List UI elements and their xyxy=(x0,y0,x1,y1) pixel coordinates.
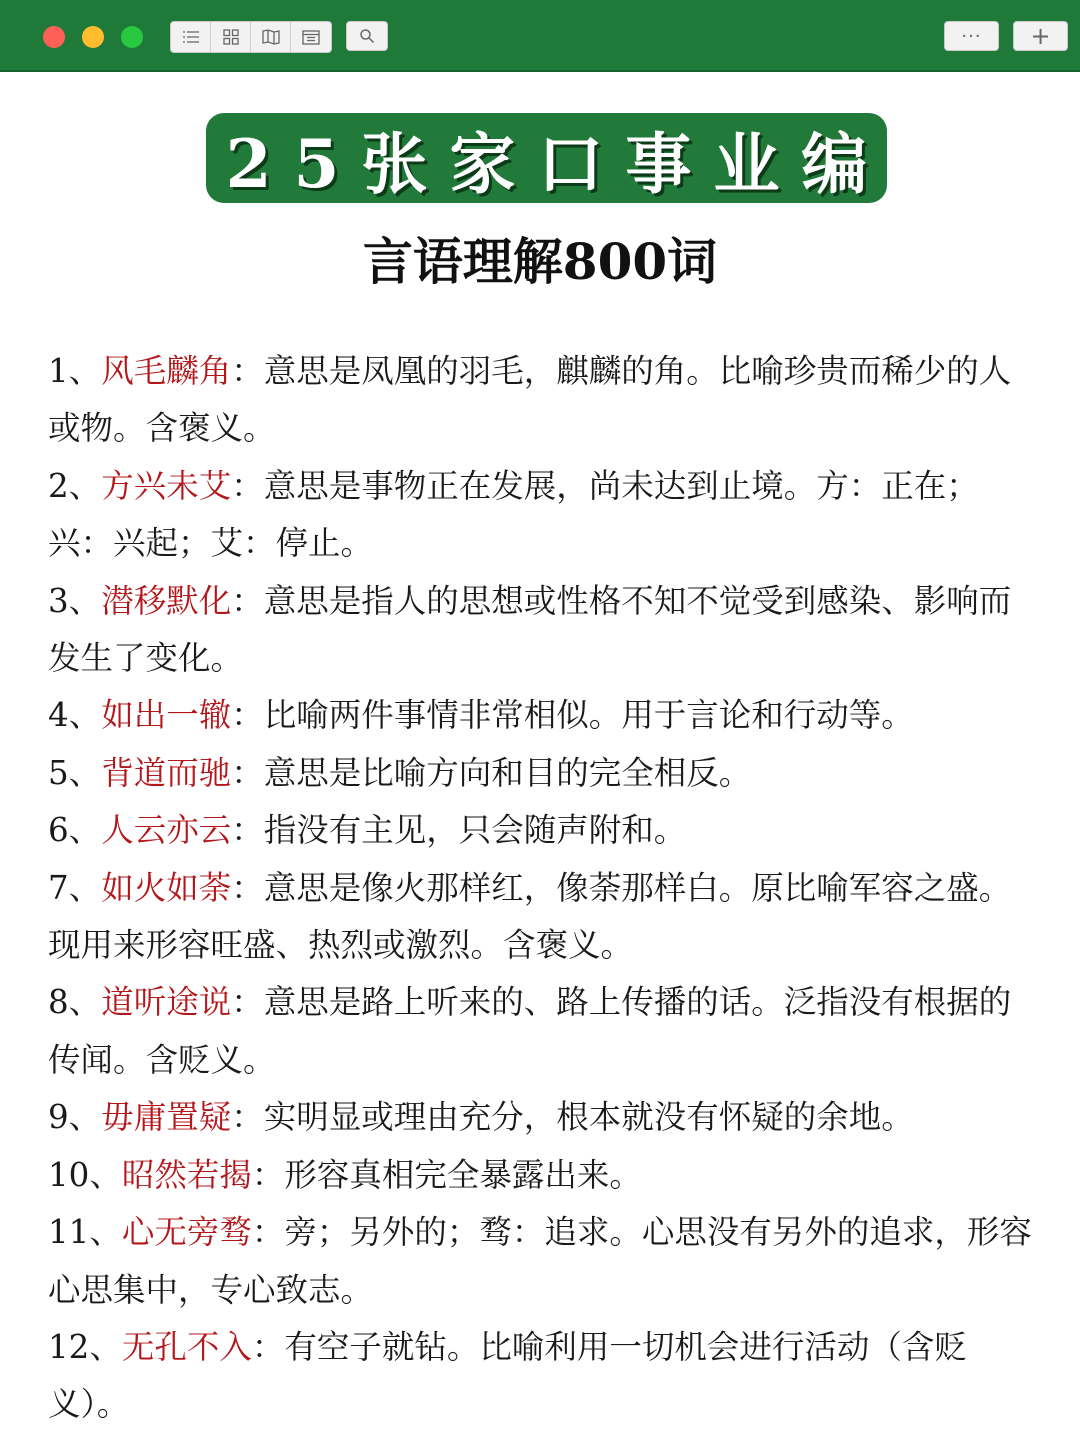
entry-number: 11、 xyxy=(48,1213,122,1252)
idiom-term: 潜移默化 xyxy=(101,581,232,620)
idiom-entry xyxy=(48,1147,1038,1204)
entry-colon: ： xyxy=(231,352,264,390)
list-view-button[interactable] xyxy=(171,22,211,52)
window-titlebar xyxy=(0,0,1080,72)
entry-colon: ： xyxy=(231,753,264,792)
idiom-term: 道听途说 xyxy=(101,983,232,1022)
idiom-entry xyxy=(48,573,1038,688)
entry-number: 3、 xyxy=(48,581,102,620)
idiom-definition: 比喻两件事情非常相似。用于言论和行动等。 xyxy=(263,696,914,735)
list-icon xyxy=(182,30,200,44)
more-options-button[interactable]: ··· xyxy=(944,21,999,51)
book-view-button[interactable] xyxy=(251,22,291,52)
idiom-entry xyxy=(48,458,1038,573)
title-banner xyxy=(206,113,890,203)
search-button[interactable] xyxy=(346,21,388,51)
idiom-definition: 意思是事物正在发展，尚未达到止境。方：正在；兴：兴起；艾：停止。 xyxy=(48,466,979,563)
idiom-definition: 有空子就钻。比喻利用一切机会进行活动（含贬义）。 xyxy=(48,1327,967,1424)
entry-colon: ： xyxy=(231,983,264,1022)
entry-colon: ： xyxy=(231,868,264,907)
idiom-definition: 意思是比喻方向和目的完全相反。 xyxy=(263,753,752,792)
entry-number: 1、 xyxy=(48,352,102,390)
idiom-definition: 实明显或理由充分，根本就没有怀疑的余地。 xyxy=(263,1098,914,1137)
idiom-list xyxy=(48,343,1038,1434)
grid-view-button[interactable] xyxy=(211,22,251,52)
entry-number: 6、 xyxy=(48,811,102,850)
idiom-entry xyxy=(48,802,1038,859)
idiom-term: 心无旁骛 xyxy=(121,1213,252,1252)
book-icon xyxy=(262,29,280,45)
entry-number: 4、 xyxy=(48,696,102,735)
idiom-term: 方兴未艾 xyxy=(101,466,232,505)
entry-number: 10、 xyxy=(48,1155,122,1194)
idiom-definition: 旁；另外的；骛：追求。心思没有另外的追求，形容心思集中，专心致志。 xyxy=(48,1213,1032,1309)
entry-colon: ： xyxy=(251,1213,285,1252)
idiom-definition: 意思是像火那样红，像荼那样白。原比喻军容之盛。现用来形容旺盛、热烈或激烈。含褒义。 xyxy=(48,868,1012,965)
idiom-entry xyxy=(48,1319,1038,1434)
calendar-view-button[interactable] xyxy=(291,22,331,52)
idiom-term: 风毛麟角 xyxy=(101,352,232,390)
search-icon xyxy=(359,28,375,44)
idiom-term: 人云亦云 xyxy=(101,811,232,850)
entry-colon: ： xyxy=(231,811,264,850)
idiom-term: 如出一辙 xyxy=(101,696,232,735)
idiom-term: 无孔不入 xyxy=(121,1327,252,1366)
idiom-term: 背道而驰 xyxy=(101,753,232,792)
idiom-entry xyxy=(48,974,1038,1089)
entry-number: 8、 xyxy=(48,983,102,1022)
entry-colon: ： xyxy=(231,581,264,620)
entry-colon: ： xyxy=(231,466,264,505)
idiom-definition: 形容真相完全暴露出来。 xyxy=(284,1155,642,1194)
minimize-window-button[interactable] xyxy=(82,26,104,48)
idiom-entry xyxy=(48,1204,1038,1319)
entry-number: 2、 xyxy=(48,466,102,505)
idiom-definition: 指没有主见，只会随声附和。 xyxy=(263,811,687,850)
page-subtitle: 言语理解800词 xyxy=(362,232,718,291)
grid-icon xyxy=(223,29,239,45)
idiom-definition: 意思是凤凰的羽毛，麒麟的角。比喻珍贵而稀少的人或物。含褒义。 xyxy=(48,352,1012,448)
entry-colon: ： xyxy=(231,1098,264,1137)
idiom-entry xyxy=(48,687,1038,744)
page-title: 25张家口事业编 xyxy=(225,124,890,203)
entry-colon: ： xyxy=(251,1155,285,1194)
entry-number: 9、 xyxy=(48,1098,102,1137)
idiom-entry xyxy=(48,343,1038,458)
close-window-button[interactable] xyxy=(43,26,65,48)
add-button[interactable]: + xyxy=(1013,21,1068,51)
idiom-definition: 意思是路上听来的、路上传播的话。泛指没有根据的传闻。含贬义。 xyxy=(48,983,1012,1079)
entry-number: 7、 xyxy=(48,868,102,907)
idiom-term: 如火如荼 xyxy=(101,868,232,907)
idiom-term: 昭然若揭 xyxy=(121,1155,252,1194)
entry-number: 12、 xyxy=(48,1327,122,1366)
view-mode-segmented-control xyxy=(170,21,332,53)
entry-colon: ： xyxy=(231,696,264,735)
calendar-icon xyxy=(302,29,320,45)
idiom-entry xyxy=(48,860,1038,975)
idiom-entry xyxy=(48,745,1038,802)
entry-number: 5、 xyxy=(48,753,102,792)
zoom-window-button[interactable] xyxy=(121,26,143,48)
idiom-term: 毋庸置疑 xyxy=(101,1098,232,1137)
idiom-entry xyxy=(48,1089,1038,1146)
idiom-definition: 意思是指人的思想或性格不知不觉受到感染、影响而发生了变化。 xyxy=(48,581,1012,678)
entry-colon: ： xyxy=(251,1327,285,1366)
